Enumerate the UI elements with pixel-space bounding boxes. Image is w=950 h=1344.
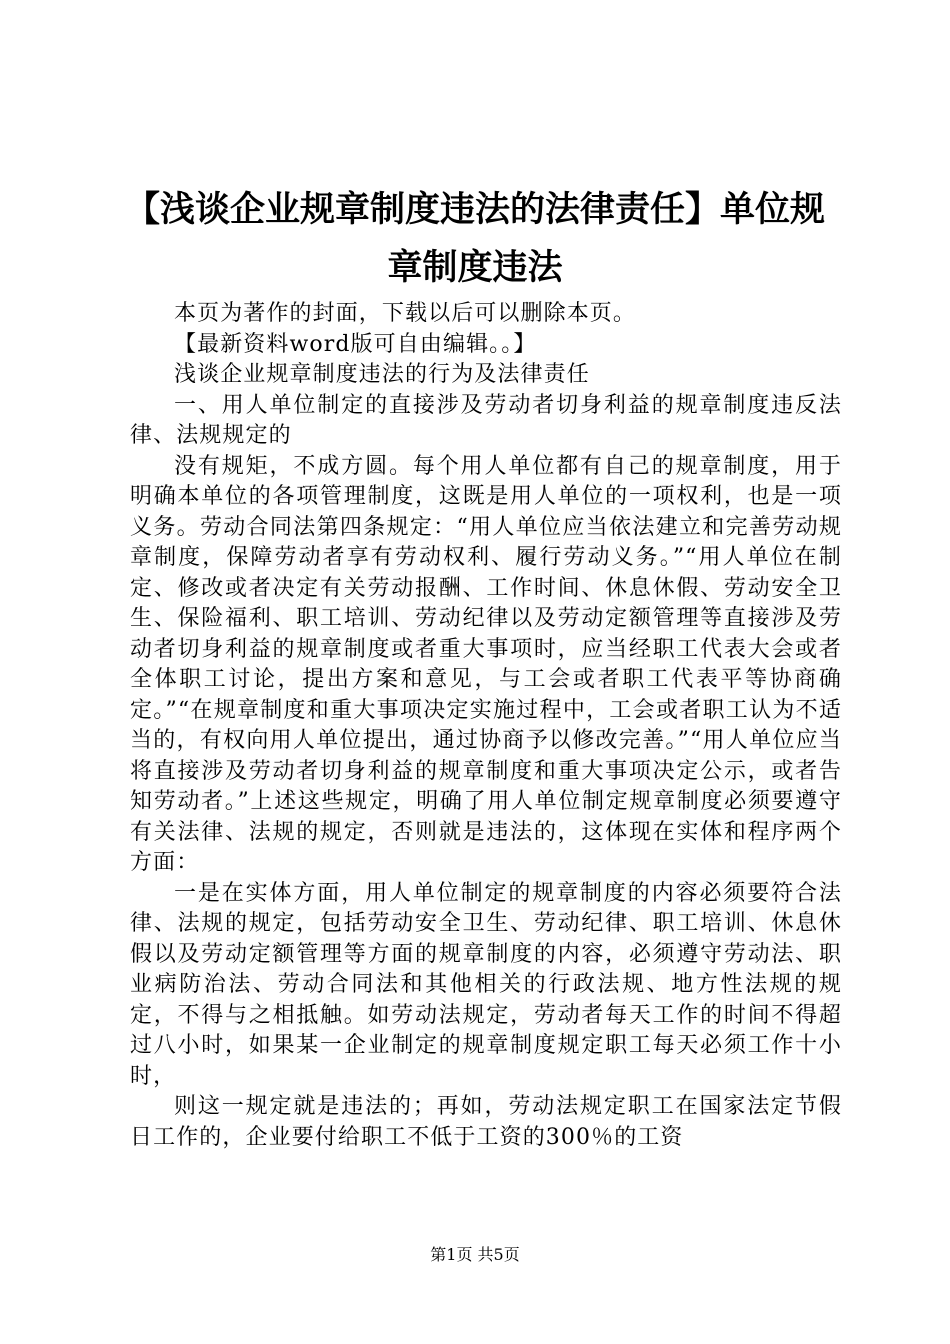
document-title-line-1: 【浅谈企业规章制度违法的法律责任】单位规: [124, 189, 825, 230]
body-paragraph: 一是在实体方面，用人单位制定的规章制度的内容必须要符合法律、法规的规定，包括劳动安全卫生、劳动纪律、职工培训、休息休假以及劳动定额管理等方面的规章制度的内容，必须遵守劳动法、职业病防治法、劳动合同法和其他相关的行政法规、地方性法规的规定，不得与之相抵触。如劳动法规定，劳动者每天工作的时间不得超过八小时，如果某一企业制定的规章制度规定职工每天必须工作十小时，: [130, 880, 842, 1089]
body-paragraph: 没有规矩，不成方圆。每个用人单位都有自己的规章制度，用于明确本单位的各项管理制度，这既是用人单位的一项权利，也是一项义务。劳动合同法第四条规定：“用人单位应当依法建立和完善劳动规章制度，保障劳动者享有劳动权利、履行劳动义务。”“用人单位在制定、修改或者决定有关劳动报酬、工作时间、休息休假、劳动安全卫生、保险福利、职工培训、劳动纪律以及劳动定额管理等直接涉及劳动者切身利益的规章制度或者重大事项时，应当经职工代表大会或者全体职工讨论，提出方案和意见，与工会或者职工代表平等协商确定。”“在规章制度和重大事项决定实施过程中，工会或者职工认为不适当的，有权向用人单位提出，通过协商予以修改完善。”“用人单位应当将直接涉及劳动者切身利益的规章制度和重大事项决定公示，或者告知劳动者。”上述这些规定，明确了用人单位制定规章制度必须要遵守有关法律、法规的规定，否则就是违法的，这体现在实体和程序两个方面：: [130, 453, 842, 875]
page-number-footer: 第1页 共5页: [430, 1245, 520, 1264]
editable-note-paragraph: 【最新资料word版可自由编辑。。】: [174, 331, 537, 357]
document-body: [130, 299, 842, 1153]
document-title-line-2: 章制度违法: [387, 247, 563, 288]
cover-note-paragraph: 本页为著作的封面，下载以后可以删除本页。: [174, 301, 637, 326]
body-paragraph: 则这一规定就是违法的；再如，劳动法规定职工在国家法定节假日工作的，企业要付给职工不低于工资的300％的工资: [130, 1094, 842, 1150]
section-heading-paragraph: 一、用人单位制定的直接涉及劳动者切身利益的规章制度违反法律、法规规定的: [130, 392, 842, 448]
article-subtitle-paragraph: 浅谈企业规章制度违法的行为及法律责任: [174, 362, 590, 387]
